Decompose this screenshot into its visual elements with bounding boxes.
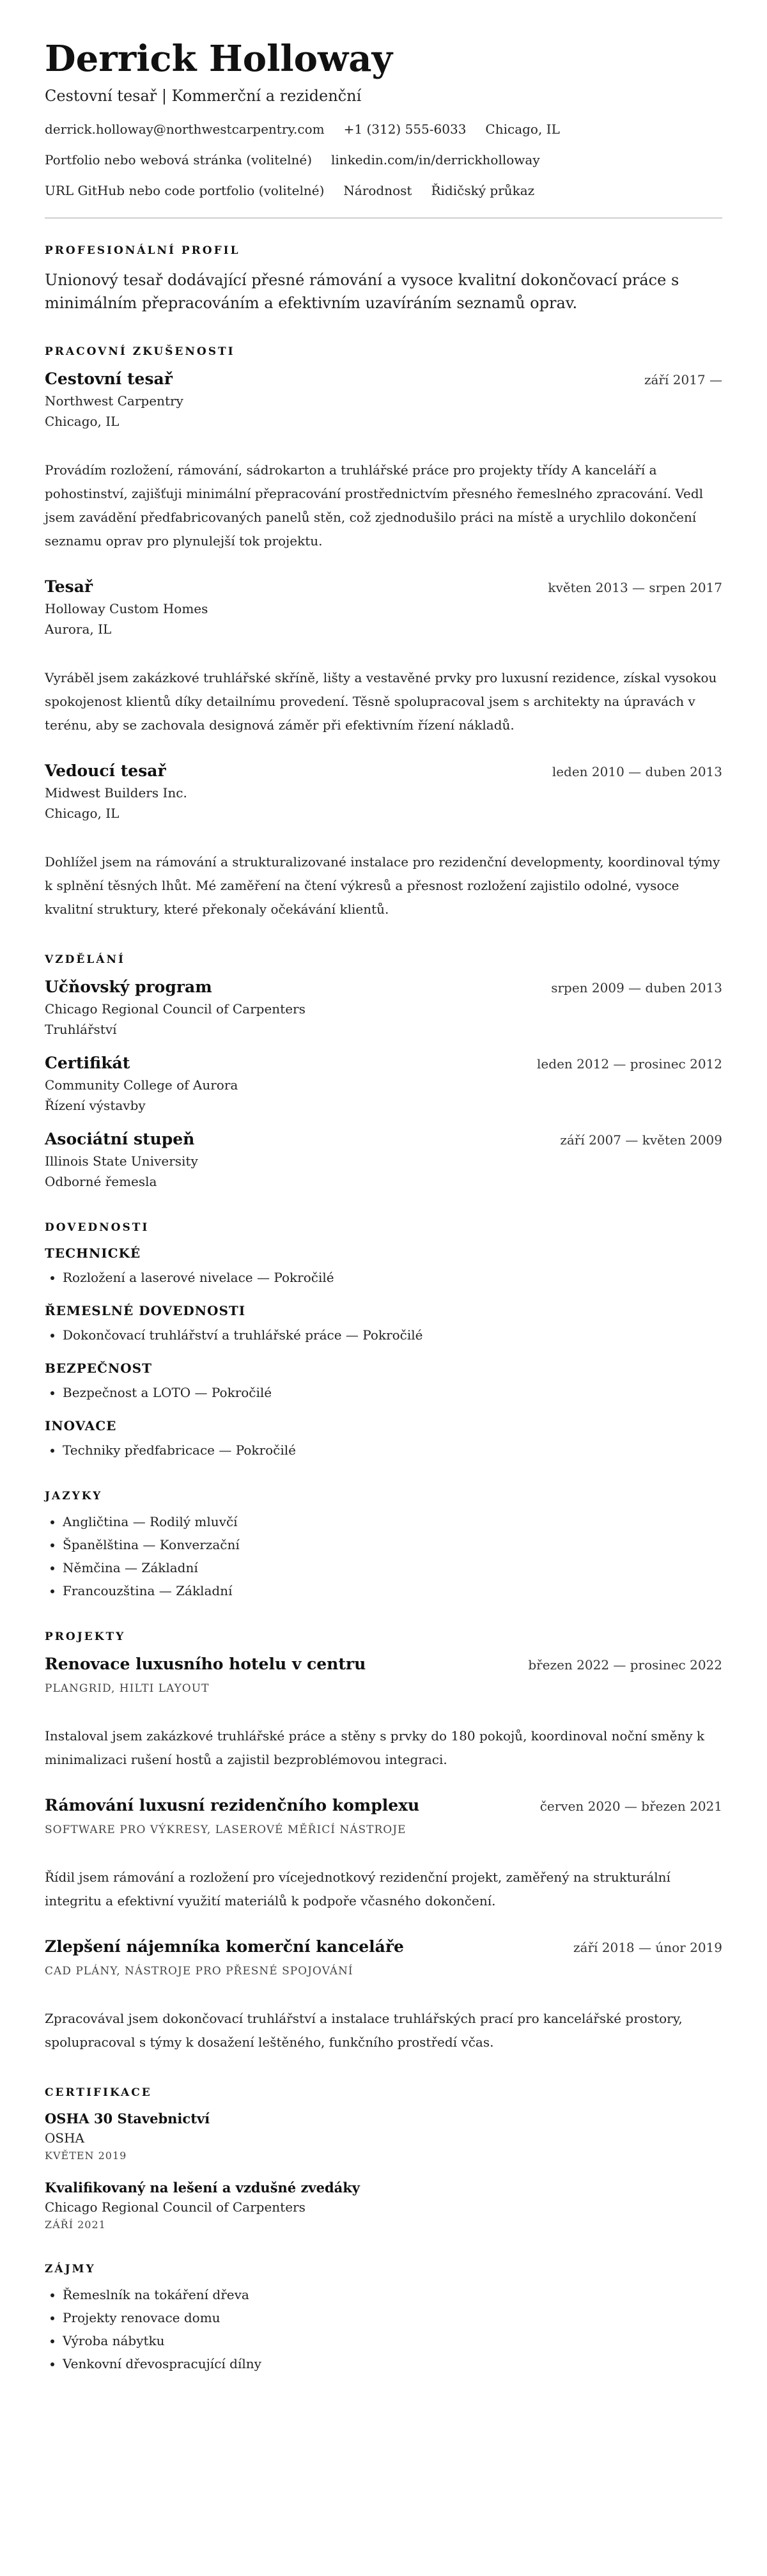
contact-row-links (45, 152, 722, 168)
degree-title: Certifikát (45, 1054, 130, 1073)
profile-section (45, 244, 722, 315)
skill-item: • Bezpečnost a LOTO — Pokročilé (63, 1385, 722, 1400)
linkedin-link[interactable]: linkedin.com/in/derrickholloway (331, 152, 540, 168)
resume-header (45, 38, 722, 198)
study-field: Odborné řemesla (45, 1174, 157, 1190)
nationality-text: Národnost (343, 183, 412, 199)
license-text: Řidičský průkaz (431, 183, 535, 199)
education-section (45, 953, 722, 1189)
project-description: Instaloval jsem zakázkové truhlářské práce a stěny s prvky do 180 pokojů, koordinoval noční směny k minimalizaci rušení hostů a zajistil bezproblémovou integraci. (45, 1728, 705, 1768)
job-description: Dohlížel jsem na rámování a strukturalizované instalace pro rezidenční developmenty, koordinoval týmy k splnění těsných lhůt. Mé zaměření na čtení výkresů a přesnost rozložení zajistilo odolné, vysoce kvalitní struktury, které překonaly očekávání klientů. (45, 854, 720, 917)
job-title: Tesař (45, 577, 93, 597)
interest-item: • Řemeslník na tokáření dřeva (63, 2287, 722, 2302)
section-title-interests: ZÁJMY (45, 2263, 96, 2276)
skill-list (45, 1442, 722, 1458)
section-title-experience: PRACOVNÍ ZKUŠENOSTI (45, 345, 235, 359)
project-tools: SOFTWARE PRO VÝKRESY, LASEROVÉ MĚŘICÍ NÁSTROJE (45, 1823, 407, 1837)
skill-item: • Techniky předfabricace — Pokročilé (63, 1442, 722, 1458)
job-title: Cestovní tesař (45, 370, 173, 389)
education-dates: leden 2012 — prosinec 2012 (537, 1056, 722, 1072)
language-item: • Angličtina — Rodilý mluvčí (63, 1514, 722, 1529)
certification-entry (45, 2111, 722, 2162)
project-dates: září 2018 — únor 2019 (573, 1940, 722, 1956)
project-description: Řídil jsem rámování a rozložení pro vícejednotkový rezidenční projekt, zaměřený na strukturální integritu a efektivní využití materiálů k podpoře včasného dokončení. (45, 1870, 670, 1909)
certification-date: ZÁŘÍ 2021 (45, 2219, 106, 2231)
company-name: Northwest Carpentry (45, 393, 183, 409)
project-name: Renovace luxusního hotelu v centru (45, 1655, 366, 1674)
skill-group-title: INOVACE (45, 1418, 117, 1434)
skill-item: • Dokončovací truhlářství a truhlářské práce — Pokročilé (63, 1327, 722, 1343)
section-title-projects: PROJEKTY (45, 1630, 126, 1644)
project-entry (45, 1655, 722, 1772)
skill-group-title: ŘEMESLNÉ DOVEDNOSTI (45, 1303, 246, 1319)
candidate-subtitle: Cestovní tesař | Kommerční a rezidenční (45, 87, 362, 105)
project-description: Zpracovával jsem dokončovací truhlářství a instalace truhlářských prací pro kancelářské prostory, spolupracoval s týmy k dosažení leštěného, funkčního prostředí včas. (45, 2011, 683, 2050)
location-text: Chicago, IL (485, 121, 560, 137)
certification-name: Kvalifikovaný na lešení a vzdušné zvedáky (45, 2180, 360, 2196)
experience-entry (45, 370, 722, 553)
project-dates: březen 2022 — prosinec 2022 (528, 1657, 722, 1673)
education-dates: září 2007 — květen 2009 (560, 1132, 722, 1148)
interests-section (45, 2263, 722, 2371)
experience-section (45, 345, 722, 921)
interest-list (45, 2287, 722, 2371)
job-dates: květen 2013 — srpen 2017 (548, 580, 722, 596)
certification-issuer: OSHA (45, 2130, 84, 2146)
skill-group-title: BEZPEČNOST (45, 1361, 152, 1377)
skills-section (45, 1221, 722, 1458)
job-dates: leden 2010 — duben 2013 (552, 764, 722, 780)
section-title-languages: JAZYKY (45, 1490, 103, 1503)
language-item: • Němčina — Základní (63, 1560, 722, 1575)
skill-list (45, 1327, 722, 1343)
certifications-section (45, 2086, 722, 2231)
github-link[interactable]: URL GitHub nebo code portfolio (volitelné) (45, 183, 325, 199)
skill-list (45, 1385, 722, 1400)
interest-item: • Venkovní dřevospracující dílny (63, 2356, 722, 2371)
company-name: Midwest Builders Inc. (45, 785, 187, 801)
project-name: Zlepšení nájemníka komerční kanceláře (45, 1937, 404, 1956)
language-item: • Francouzština — Základní (63, 1583, 722, 1598)
project-tools: CAD PLÁNY, NÁSTROJE PRO PŘESNÉ SPOJOVÁNÍ (45, 1965, 353, 1978)
certification-issuer: Chicago Regional Council of Carpenters (45, 2199, 306, 2215)
experience-entry (45, 761, 722, 921)
projects-section (45, 1630, 722, 2054)
section-title-profile: PROFESIONÁLNÍ PROFIL (45, 244, 240, 258)
profile-summary: Unionový tesař dodávající přesné rámování a vysoce kvalitní dokončovací práce s minimálním přepracováním a efektivním uzavíráním seznamů oprav. (45, 271, 679, 313)
contact-row-primary (45, 121, 722, 137)
email-link[interactable]: derrick.holloway@northwestcarpentry.com (45, 121, 325, 137)
certification-date: KVĚTEN 2019 (45, 2150, 127, 2162)
school-name: Chicago Regional Council of Carpenters (45, 1001, 306, 1017)
project-name: Rámování luxusní rezidenčního komplexu (45, 1796, 420, 1815)
education-dates: srpen 2009 — duben 2013 (551, 980, 722, 996)
job-location: Chicago, IL (45, 414, 120, 430)
school-name: Community College of Aurora (45, 1077, 238, 1093)
job-description: Vyráběl jsem zakázkové truhlářské skříně, lišty a vestavěné prvky pro luxusní rezidence, získal vysokou spokojenost klientů díky detailnímu provedení. Těsně spolupracoval jsem s architekty na úpravách v terénu, aby se zachovala designová záměr při efektivním řízení nákladů. (45, 670, 717, 733)
study-field: Truhlářství (45, 1022, 117, 1038)
education-entry (45, 1054, 722, 1113)
education-entry (45, 1130, 722, 1189)
section-title-education: VZDĚLÁNÍ (45, 953, 125, 967)
section-title-certifications: CERTIFIKACE (45, 2086, 152, 2100)
project-tools: PLANGRID, HILTI LAYOUT (45, 1682, 210, 1696)
contact-row-extra (45, 183, 722, 198)
skill-list (45, 1270, 722, 1285)
certification-entry (45, 2180, 722, 2231)
degree-title: Asociátní stupeň (45, 1130, 195, 1149)
project-entry (45, 1937, 722, 2054)
job-description: Provádím rozložení, rámování, sádrokarton a truhlářské práce pro projekty třídy A kanceláří a pohostinství, zajišťuji minimální přepracování prostřednictvím přesného řemeslného zpracování. Vedl jsem zavádění předfabricovaných panelů stěn, což zjednodušilo práci na místě a urychlilo dokončení seznamu oprav pro plynulejší tok projektu. (45, 462, 704, 549)
project-dates: červen 2020 — březen 2021 (539, 1799, 722, 1815)
skill-item: • Rozložení a laserové nivelace — Pokročilé (63, 1270, 722, 1285)
experience-entry (45, 577, 722, 737)
languages-section (45, 1490, 722, 1598)
language-list (45, 1514, 722, 1598)
skill-group-title: TECHNICKÉ (45, 1245, 141, 1261)
candidate-name: Derrick Holloway (45, 38, 393, 80)
job-dates: září 2017 — (644, 372, 722, 388)
phone-number[interactable]: +1 (312) 555-6033 (343, 121, 467, 137)
section-title-skills: DOVEDNOSTI (45, 1221, 150, 1235)
study-field: Řízení výstavby (45, 1098, 146, 1114)
degree-title: Učňovský program (45, 978, 212, 997)
interest-item: • Projekty renovace domu (63, 2310, 722, 2325)
header-divider (45, 217, 722, 219)
interest-item: • Výroba nábytku (63, 2333, 722, 2348)
school-name: Illinois State University (45, 1153, 198, 1169)
job-title: Vedoucí tesař (45, 761, 166, 781)
portfolio-link[interactable]: Portfolio nebo webová stránka (volitelné) (45, 152, 313, 168)
job-location: Aurora, IL (45, 621, 112, 637)
certification-name: OSHA 30 Stavebnictví (45, 2111, 210, 2127)
education-entry (45, 978, 722, 1037)
job-location: Chicago, IL (45, 806, 120, 822)
company-name: Holloway Custom Homes (45, 601, 208, 617)
project-entry (45, 1796, 722, 1913)
language-item: • Španělština — Konverzační (63, 1537, 722, 1552)
